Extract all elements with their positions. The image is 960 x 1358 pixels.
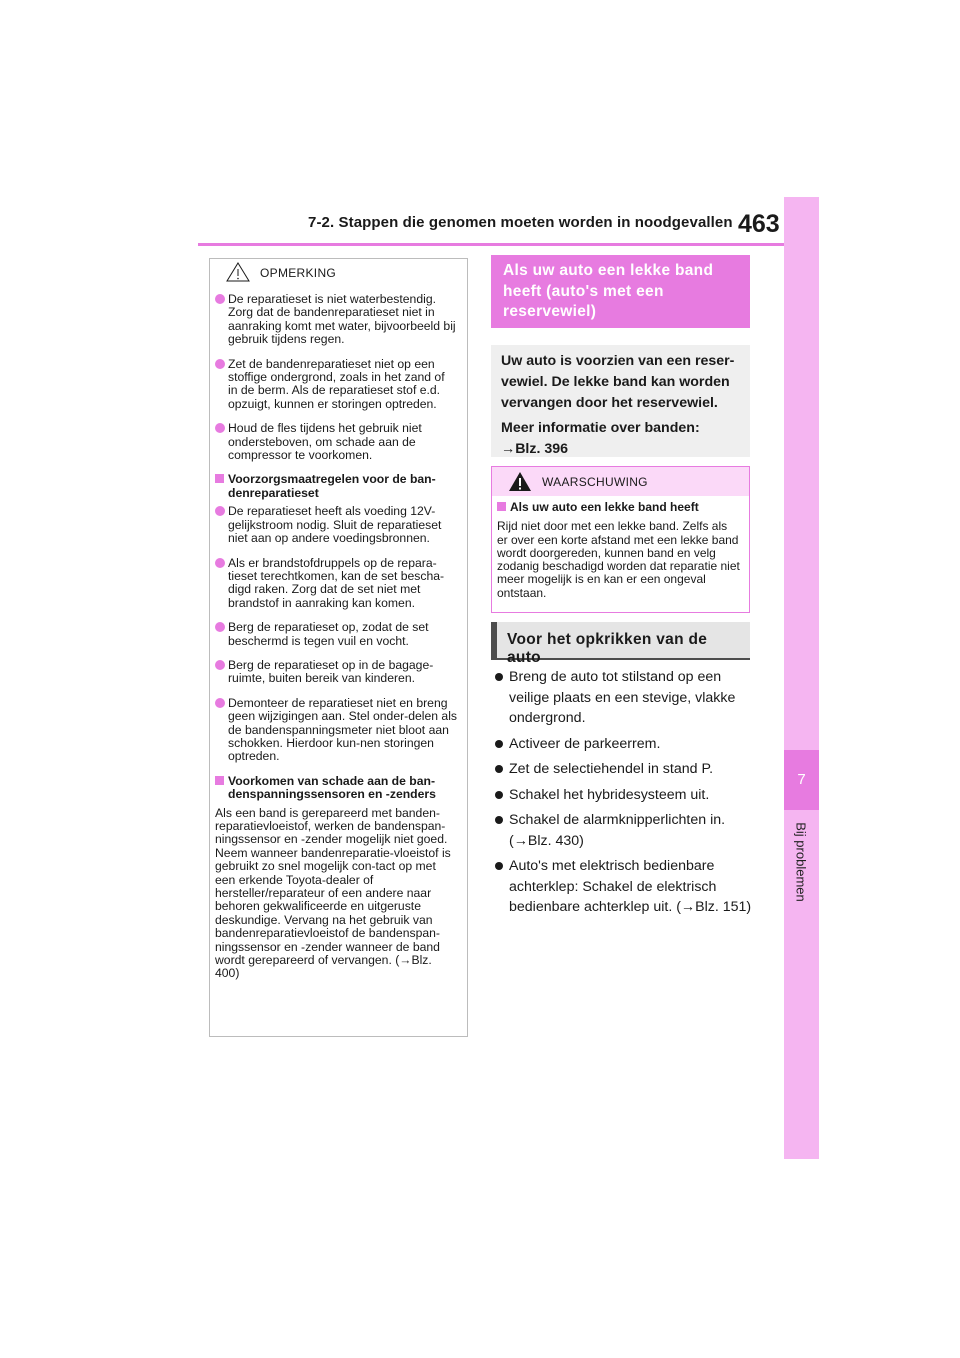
warning-box <box>491 466 750 613</box>
step-item: Auto's met elektrisch bedienbare achterklep: Schakel de elektrisch bedienbare achterklep uit. (→Blz. 151) <box>491 856 753 918</box>
warning-triangle-icon <box>508 471 532 497</box>
note-body <box>210 285 467 981</box>
note-subheading: Voorzorgsmaatregelen voor de ban-denreparatieset <box>215 473 457 500</box>
section-heading-flat-tire: Als uw auto een lekke band heeft (auto's met een reservewiel) <box>491 255 750 328</box>
info-reference: Meer informatie over banden: →Blz. 396 <box>501 420 700 457</box>
bullet-icon <box>215 506 225 516</box>
note-header <box>210 259 467 285</box>
note-item: Berg de reparatieset op, zodat de set beschermd is tegen vuil en vocht. <box>215 621 457 648</box>
bullet-icon <box>215 294 225 304</box>
warning-text: Rijd niet door met een lekke band. Zelfs als er over een korte afstand met een lekke band wordt doorgereden, kunnen band en velg zodanig beschadigd worden dat reparatie niet meer mogelijk is en kan er een ongeval ontstaan. <box>497 519 740 600</box>
square-bullet-icon <box>497 502 506 511</box>
chapter-label: Bij problemen <box>793 822 809 902</box>
note-item: De reparatieset heeft als voeding 12V-gelijkstroom nodig. Sluit de reparatieset niet aan op andere voedingsbronnen. <box>215 505 457 545</box>
bullet-icon <box>495 862 503 870</box>
bullet-icon <box>495 791 503 799</box>
bullet-icon <box>215 698 225 708</box>
step-list <box>491 667 753 923</box>
bullet-icon <box>495 816 503 824</box>
page-number: 463 <box>738 210 780 238</box>
step-item: Schakel het hybridesysteem uit. <box>491 785 753 806</box>
note-item: Houd de fles tijdens het gebruik niet ondersteboven, om schade aan de compressor te voorkomen. <box>215 422 457 462</box>
note-item: Als er brandstofdruppels op de repara-tieset terechtkomen, kan de set bescha-digd raken. Zorg dat de set niet met brandstof in aanraking kan komen. <box>215 557 457 611</box>
warning-header <box>492 467 749 496</box>
note-item: De reparatieset is niet waterbestendig. Zorg dat de bandenreparatieset niet in aanraking komt met water, bijvoorbeeld bij gebruik tijdens regen. <box>215 293 457 347</box>
step-item: Activeer de parkeerrem. <box>491 734 753 755</box>
note-box <box>209 258 468 1037</box>
bullet-icon <box>215 423 225 433</box>
bullet-icon <box>495 673 503 681</box>
bullet-icon <box>215 359 225 369</box>
note-item: Berg de reparatieset op in de bagage-ruimte, buiten bereik van kinderen. <box>215 659 457 686</box>
section-heading-jacking: Voor het opkrikken van de auto <box>491 622 750 660</box>
chapter-side-tab <box>784 197 819 1159</box>
step-item: Schakel de alarmknipperlichten in. (→Blz. 430) <box>491 810 753 851</box>
note-paragraph: Als een band is gerepareerd met banden-reparatievloeistof, werken de bandenspan-ningssensor en -zender mogelijk niet goed. Neem wanneer bandenreparatie-vloeistof is gebruikt zo snel mogelijk con-tact op met een erkende Toyota-dealer of hersteller/reparateur of een andere naar behoren gekwalificeerde en uitgeruste deskundige. Vervang na het gebruik van bandenreparatievloeistof de bandenspan-ningssensor en -zender wanneer de band wordt gerepareerd of vervangen. (→Blz. 400) <box>215 805 451 981</box>
note-title: OPMERKING <box>260 266 337 280</box>
info-box <box>491 345 750 457</box>
header-rule <box>198 243 784 246</box>
chapter-number: 7 <box>784 750 819 810</box>
note-item: Zet de bandenreparatieset niet op een stoffige ondergrond, zoals in het zand of in de berm. Als de reparatieset stof e.d. opzuigt, kunnen er storingen optreden. <box>215 358 457 412</box>
step-item: Breng de auto tot stilstand op een veilige plaats en een stevige, vlakke ondergrond. <box>491 667 753 729</box>
note-subheading: Voorkomen van schade aan de ban-denspanningssensoren en -zenders <box>215 775 457 802</box>
warning-title: WAARSCHUWING <box>542 475 648 489</box>
caution-outline-icon <box>226 262 250 287</box>
note-item: Demonteer de reparatieset niet en breng geen wijzigingen aan. Stel onder-delen als de bandenspanningsmeter niet bloot aan schokken. Hierdoor kun-nen storingen optreden. <box>215 697 457 764</box>
warning-body <box>492 496 749 600</box>
bullet-icon <box>215 660 225 670</box>
chapter-header: 7-2. Stappen die genomen moeten worden in noodgevallen <box>308 214 733 231</box>
warning-subheading: Als uw auto een lekke band heeft <box>497 501 741 514</box>
bullet-icon <box>495 740 503 748</box>
bullet-icon <box>215 558 225 568</box>
step-item: Zet de selectiehendel in stand P. <box>491 759 753 780</box>
bullet-icon <box>215 622 225 632</box>
bullet-icon <box>495 765 503 773</box>
info-text: Uw auto is voorzien van een reser-vewiel. De lekke band kan worden vervangen door het reservewiel. <box>501 353 735 411</box>
square-bullet-icon <box>215 474 224 483</box>
square-bullet-icon <box>215 776 224 785</box>
